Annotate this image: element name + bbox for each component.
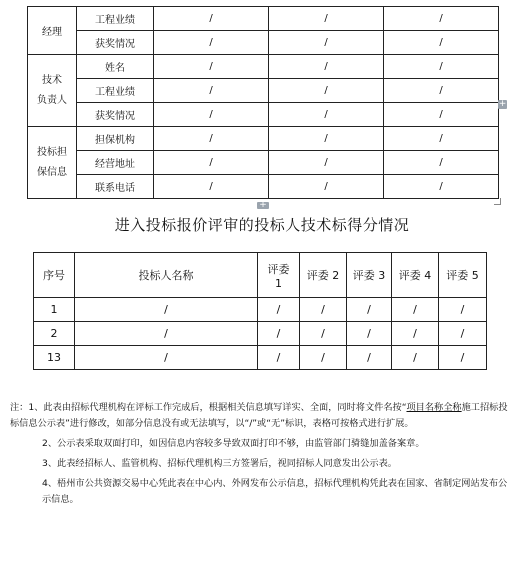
header-judge-2: 评委 2 <box>300 253 347 298</box>
cell-value: / <box>384 103 499 127</box>
cell-value: / <box>154 175 269 199</box>
header-judge-3: 评委 3 <box>347 253 392 298</box>
table-row <box>28 127 499 151</box>
note-3: 3、此表经招标人、监管机构、招标代理机构三方签署后，视同招标人同意发出公示表。 <box>42 458 397 469</box>
cell-score: / <box>392 322 439 346</box>
cell-score: / <box>439 322 487 346</box>
cell-value: / <box>269 151 384 175</box>
cell-value: / <box>269 103 384 127</box>
cell-value: / <box>269 127 384 151</box>
cell-score: / <box>347 322 392 346</box>
table-row <box>34 346 487 370</box>
note-1-text: 施工招标投标信息公示表”进行修改，如部分信息没有或无法填写，以“/”或“无”标识，表格可按格式进行扩展。 <box>10 402 508 429</box>
cell-value: / <box>154 103 269 127</box>
table-header-row <box>34 253 487 298</box>
cell-seq: 13 <box>34 346 75 370</box>
cell-score: / <box>258 298 300 322</box>
cell-value: / <box>384 55 499 79</box>
field-label: 姓名 <box>77 55 154 79</box>
table-row <box>28 151 499 175</box>
cell-value: / <box>384 79 499 103</box>
header-judge-4: 评委 4 <box>392 253 439 298</box>
cell-name: / <box>75 346 258 370</box>
group-label-line: 保信息 <box>37 166 67 178</box>
cell-value: / <box>384 31 499 55</box>
cell-value: / <box>384 151 499 175</box>
field-label: 担保机构 <box>77 127 154 151</box>
field-label: 经营地址 <box>77 151 154 175</box>
add-row-handle[interactable] <box>257 202 269 209</box>
table-row <box>28 31 499 55</box>
cell-score: / <box>258 322 300 346</box>
cell-score: / <box>300 322 347 346</box>
cell-value: / <box>269 7 384 31</box>
cell-score: / <box>439 346 487 370</box>
cell-seq: 1 <box>34 298 75 322</box>
cell-name: / <box>75 298 258 322</box>
table-row <box>28 175 499 199</box>
field-label: 获奖情况 <box>77 103 154 127</box>
cell-score: / <box>347 298 392 322</box>
cell-score: / <box>392 298 439 322</box>
cell-value: / <box>384 127 499 151</box>
cell-score: / <box>347 346 392 370</box>
note-4: 4、梧州市公共资源交易中心凭此表在中心内、外网发布公示信息，招标代理机构凭此表在国家、省制定网站发布公示信息。 <box>42 478 508 505</box>
table-row <box>28 55 499 79</box>
table-row <box>34 298 487 322</box>
note-1-text: 注：1、此表由招标代理机构在评标工作完成后，根据相关信息填写详实、全面，同时将文件名按“ <box>10 402 407 413</box>
cell-score: / <box>392 346 439 370</box>
bidder-info-table <box>27 6 499 199</box>
note-2: 2、公示表采取双面打印，如因信息内容较多导致双面打印不够，由监管部门骑缝加盖备案章。 <box>42 438 425 449</box>
group-label-line: 投标担 <box>37 146 67 158</box>
cell-value: / <box>154 127 269 151</box>
cell-value: / <box>154 79 269 103</box>
cell-value: / <box>154 55 269 79</box>
header-judge-1-line: 评委 <box>267 262 290 276</box>
table-row <box>28 103 499 127</box>
field-label: 工程业绩 <box>77 79 154 103</box>
header-judge-1 <box>258 253 300 298</box>
plus-icon: + <box>259 200 267 210</box>
group-label-line: 负责人 <box>37 94 67 106</box>
table-row <box>28 7 499 31</box>
header-judge-5: 评委 5 <box>439 253 487 298</box>
group-label-line: 技术 <box>42 74 62 86</box>
header-bidder-name: 投标人名称 <box>75 253 258 298</box>
cell-score: / <box>258 346 300 370</box>
field-label: 工程业绩 <box>77 7 154 31</box>
cell-value: / <box>384 175 499 199</box>
cell-seq: 2 <box>34 322 75 346</box>
field-label: 获奖情况 <box>77 31 154 55</box>
cell-value: / <box>269 79 384 103</box>
cell-value: / <box>384 7 499 31</box>
note-1 <box>10 400 516 432</box>
cell-score: / <box>300 346 347 370</box>
cell-value: / <box>154 7 269 31</box>
table-row <box>34 322 487 346</box>
group-guarantee <box>28 127 77 199</box>
group-manager: 经理 <box>28 7 77 55</box>
header-seq: 序号 <box>34 253 75 298</box>
add-column-handle[interactable] <box>498 100 507 109</box>
header-judge-1-line: 1 <box>275 276 282 290</box>
cell-value: / <box>269 55 384 79</box>
score-table <box>33 252 487 370</box>
notes-section <box>10 400 516 508</box>
section-title: 进入投标报价评审的投标人技术标得分情况 <box>114 216 410 234</box>
plus-icon: + <box>498 99 507 109</box>
cell-value: / <box>154 31 269 55</box>
note-1-underlined: 项目名称全称 <box>406 402 462 413</box>
cell-name: / <box>75 322 258 346</box>
group-tech-lead <box>28 55 77 127</box>
cell-value: / <box>269 31 384 55</box>
field-label: 联系电话 <box>77 175 154 199</box>
cell-value: / <box>154 151 269 175</box>
cell-value: / <box>269 175 384 199</box>
table-row <box>28 79 499 103</box>
cell-score: / <box>439 298 487 322</box>
cell-score: / <box>300 298 347 322</box>
table-resize-handle[interactable] <box>494 198 501 205</box>
